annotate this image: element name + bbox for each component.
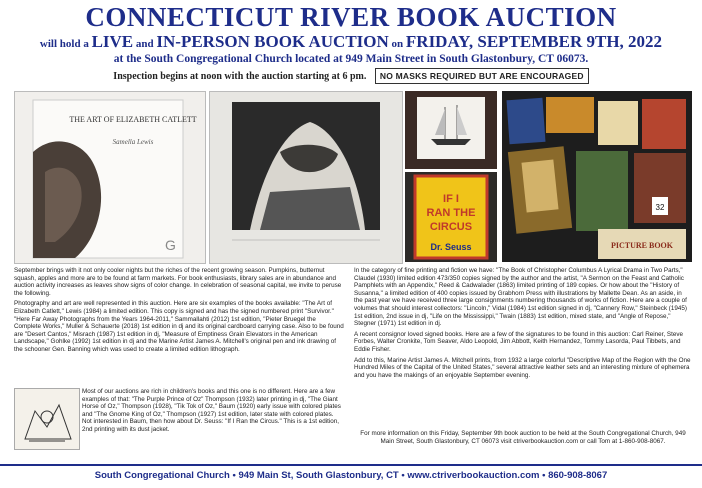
catlett-book-image bbox=[15, 92, 205, 263]
left-paragraph-1: September brings with it not only cooler nights but the riches of the recent growing season. Pumpkins, butternut squash, apples and more are to be found at farm markets. For book enthusiasts, library sales are in abundance and auction activity increases as leaves show signs of color change. In celebration of seasonal capital, we invite to peruse the following. bbox=[14, 267, 342, 297]
masks-notice: NO MASKS REQUIRED BUT ARE ENCOURAGED bbox=[375, 68, 589, 84]
in-person-label: IN-PERSON BOOK AUCTION bbox=[156, 32, 389, 51]
left-paragraph-3: Most of our auctions are rich in children's books and this one is no different. Here are a few examples of that: "The Purple Prince of Oz" Thompson (1932) later printing in dj, "The Giant Horse of Oz," Thompson (1928), "Tik Tok of Oz," Baum (1920) early issue with colored plates and "The Gnome King of Oz," Thompson (1927) 1st edition, later state with colored plates. Not interested in Baum, then how about Dr. Seuss: "If I Ran the Circus." This is a 1st edition, 2nd printing with its dust jacket. bbox=[82, 388, 341, 433]
line2-pre: will hold a bbox=[39, 38, 92, 50]
catlett-book-photo bbox=[14, 91, 206, 264]
svg-text:RAN THE: RAN THE bbox=[426, 207, 476, 219]
picture-book-label: PICTURE BOOK bbox=[610, 241, 674, 250]
circus-illustration bbox=[14, 388, 80, 450]
catlett-cover-author: Samella Lewis bbox=[112, 138, 154, 146]
right-paragraph-1: In the category of fine printing and fiction we have: "The Book of Christopher Columbus A Lyrical Drama in Two Parts," Claudel (1930) limited edition 473/350 copies signed by the author and the artist, "A Sermon on the Feast and Catholic Pamphlets with an Appendix," Reed & Cadwalader (1863) limited printing of 189 copies. Or how about the "History of Susanna," a limited edition of 400 copies issued by Grabhorn Press with illustrations by Mallette Dean. As an aside, in the past year we have received three large consignments numbering thousands of works of fiction. Here are a couple of volumes that should interest collectors: "Lincoln," Vidal (1984) 1st edition signed in dj, "Cannery Row," Steinbeck (1945) 1st edition, 2nd issue in dj, "Life on the Mississippi," Twain (1883) 1st edition, mixed state, and "Angle of Repose," Stegner (1971) 1st edition in dj. bbox=[354, 267, 687, 328]
survivor-print-photo bbox=[209, 91, 403, 264]
childrens-books-image bbox=[502, 91, 692, 262]
location-line: at the South Congregational Church located at 949 Main Street in South Glastonbury, CT 06073. bbox=[113, 53, 589, 65]
inspection-text: Inspection begins at noon with the auction starting at 6 pm. bbox=[113, 71, 367, 82]
inspection-line bbox=[0, 68, 702, 84]
right-column bbox=[354, 267, 692, 382]
circus-book-photo bbox=[405, 172, 497, 262]
survivor-print-image bbox=[210, 92, 402, 263]
contact-info bbox=[354, 430, 692, 448]
auction-type-line bbox=[0, 34, 702, 52]
line2-and: and bbox=[133, 38, 157, 50]
svg-text:32: 32 bbox=[655, 203, 665, 212]
right-paragraph-2: A recent consignor loved signed books. Here are a few of the signatures to be found in this auction: Carl Reiner, Steve Forbes, Walter Cronkite, Tom Seaver, Aldo Leopold, Jim Abbott, Keith Hernandez, Tommy Lasorda, Paul Tibbets, and Eddie Fisher. bbox=[354, 330, 684, 353]
circus-illustration-image bbox=[15, 389, 79, 449]
circus-book-image bbox=[405, 172, 497, 262]
left-paragraph-2: Photography and art are well represented in this auction. Here are six examples of the books available: "The Art of Elizabeth Catlett," Lewis (1984) a limited edition. This copy is signed and has the signed numbered print "Survivor." "Here Far Away Photographs from the Years 1964-2011," Sammallahti (2012) 1st edition, "Pieter Bruegel the Complete Works," Muller & Schauerte (2018) 1st edition in dj and its original cardboard carrying case. Also to be found are "Desert Cantos," Misrach (1987) 1st edition in dj, "Measure of Emptiness Grain Elevators in the American Landscape," Gohlke (1992) 1st edition in dj and the Marine Artist James A. Mitchell's original pen and ink drawing of the schooner Gen. Banning which was used to create a limited edition lithograph. bbox=[14, 300, 344, 353]
footer-bar: South Congregational Church • 949 Main St, South Glastonbury, CT • www.ctriverbookauction.com • 860-908-8067 bbox=[0, 464, 702, 488]
right-paragraph-3: Add to this, Marine Artist James A. Mitchell prints, from 1932 a large colorful "Descriptive Map of the Region with the One Hundred Miles of the Capital of the United States," several attractive leather sets and an interesting mixture of ephemera and you have the makings of an enjoyable September evening. bbox=[354, 356, 691, 379]
live-label: LIVE bbox=[91, 32, 134, 51]
contact-text: For more information on this Friday, September 9th book auction to be held at the South Congregational Church, 949 Main Street, South Glastonbury, CT 06073 visit ctriverbookauction.com or call Tom at 1-860-908-8067. bbox=[360, 430, 686, 445]
svg-text:IF I: IF I bbox=[443, 193, 459, 205]
svg-text:G: G bbox=[165, 237, 176, 253]
left-column-continued bbox=[82, 388, 344, 437]
catlett-cover-title: THE ART OF ELIZABETH CATLETT bbox=[69, 115, 197, 124]
left-column bbox=[14, 267, 344, 357]
circus-author: Dr. Seuss bbox=[430, 242, 472, 252]
childrens-books-photo bbox=[502, 91, 692, 262]
schooner-drawing-image bbox=[405, 91, 497, 169]
line2-on: on bbox=[388, 38, 406, 50]
svg-text:CIRCUS: CIRCUS bbox=[429, 221, 473, 233]
auction-date: FRIDAY, SEPTEMBER 9TH, 2022 bbox=[405, 32, 663, 51]
ad-title: CONNECTICUT RIVER BOOK AUCTION bbox=[85, 2, 617, 32]
schooner-drawing-photo bbox=[405, 91, 497, 169]
